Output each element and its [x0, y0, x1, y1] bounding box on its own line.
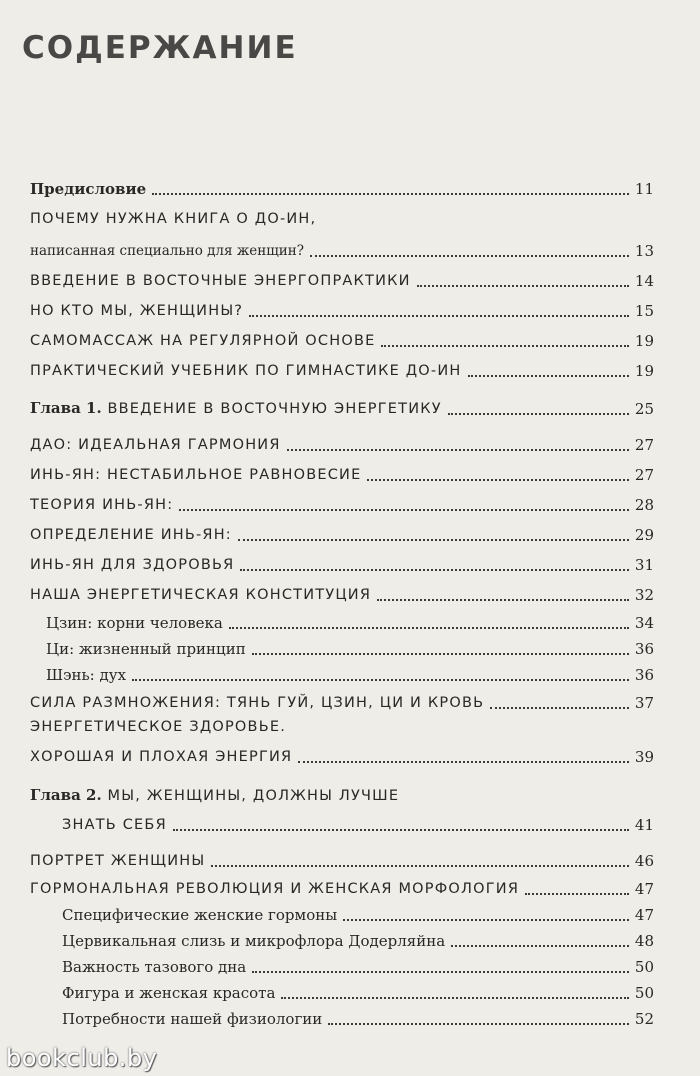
toc-entry-hormonal-revolution[interactable] — [30, 876, 654, 898]
toc-entry-page: 14 — [634, 272, 654, 290]
toc-entry-page: 52 — [634, 1010, 654, 1028]
leader-dots — [448, 412, 629, 415]
toc-entry-title: ИНЬ-ЯН: НЕСТАБИЛЬНОЕ РАВНОВЕСИЕ — [30, 467, 362, 483]
leader-dots — [417, 284, 629, 287]
toc-entry-title: Ци: жизненный принцип — [46, 640, 246, 658]
toc-entry-page: 36 — [634, 640, 654, 658]
toc-entry-qi[interactable] — [46, 636, 654, 658]
toc-entry-preface[interactable] — [30, 176, 654, 198]
leader-dots — [525, 892, 629, 895]
toc-entry-title: Цервикальная слизь и микрофлора Додерляйна — [62, 932, 446, 950]
toc-entry-practical-textbook[interactable] — [30, 358, 654, 380]
leader-dots — [179, 508, 629, 511]
toc-entry-energy-health-line1: ЭНЕРГЕТИЧЕСКОЕ ЗДОРОВЬЕ. — [30, 719, 287, 735]
toc-entry-page: 50 — [634, 958, 654, 976]
toc-entry-woman-portrait[interactable] — [30, 848, 654, 870]
toc-entry-dao[interactable] — [30, 432, 654, 454]
watermark: bookclub.by — [6, 1044, 158, 1072]
toc-entry-page: 50 — [634, 984, 654, 1002]
leader-dots — [152, 192, 629, 195]
leader-dots — [281, 996, 628, 999]
leader-dots — [490, 706, 629, 709]
leader-dots — [310, 254, 629, 257]
toc-entry-why-book-line1: ПОЧЕМУ НУЖНА КНИГА О ДО-ИН, — [30, 211, 317, 227]
chapter-title: МЫ, ЖЕНЩИНЫ, ДОЛЖНЫ ЛУЧШЕ — [107, 788, 400, 804]
toc-entry-page: 15 — [634, 302, 654, 320]
toc-entry-title: ПОРТРЕТ ЖЕНЩИНЫ — [30, 853, 206, 869]
toc-entry-page: 31 — [634, 556, 654, 574]
toc-entry-page: 47 — [634, 906, 654, 924]
toc-entry-physiology-needs[interactable] — [62, 1006, 654, 1028]
toc-entry-page: 37 — [634, 694, 654, 712]
toc-entry-shen[interactable] — [46, 662, 654, 684]
toc-entry-title: ТЕОРИЯ ИНЬ-ЯН: — [30, 497, 174, 513]
toc-entry-cervical-mucus[interactable] — [62, 928, 654, 950]
toc-entry-title: ИНЬ-ЯН ДЛЯ ЗДОРОВЬЯ — [30, 557, 235, 573]
toc-entry-jing[interactable] — [46, 610, 654, 632]
toc-entry-page: 28 — [634, 496, 654, 514]
toc-entry-yin-yang-health[interactable] — [30, 552, 654, 574]
leader-dots — [229, 626, 629, 629]
toc-entry-reproduction-power[interactable] — [30, 690, 654, 712]
toc-entry-title: Важность тазового дна — [62, 958, 247, 976]
toc-chapter-1[interactable] — [30, 396, 654, 418]
toc-entry-page: 19 — [634, 332, 654, 350]
toc-entry-page: 39 — [634, 748, 654, 766]
leader-dots — [468, 374, 629, 377]
page-title: СОДЕРЖАНИЕ — [22, 30, 298, 66]
leader-dots — [211, 864, 629, 867]
toc-entry-title: ЗНАТЬ СЕБЯ — [62, 817, 167, 833]
toc-entry-who-are-we[interactable] — [30, 298, 654, 320]
leader-dots — [173, 828, 629, 831]
toc-entry-self-massage[interactable] — [30, 328, 654, 350]
toc-entry-page: 19 — [634, 362, 654, 380]
toc-entry-eastern-practices[interactable] — [30, 268, 654, 290]
toc-entry-page: 25 — [634, 400, 654, 418]
toc-entry-page: 46 — [634, 852, 654, 870]
leader-dots — [132, 678, 629, 681]
toc-entry-energy-health[interactable] — [30, 744, 654, 766]
toc-entry-title: ХОРОШАЯ И ПЛОХАЯ ЭНЕРГИЯ — [30, 749, 293, 765]
toc-entry-title: НАША ЭНЕРГЕТИЧЕСКАЯ КОНСТИТУЦИЯ — [30, 587, 372, 603]
toc-entry-page: 34 — [634, 614, 654, 632]
leader-dots — [451, 944, 629, 947]
leader-dots — [343, 918, 629, 921]
toc-entry-page: 48 — [634, 932, 654, 950]
toc-entry-title: Фигура и женская красота — [62, 984, 276, 1002]
toc-entry-yin-yang-definition[interactable] — [30, 522, 654, 544]
leader-dots — [328, 1022, 629, 1025]
toc-entry-title: САМОМАССАЖ НА РЕГУЛЯРНОЙ ОСНОВЕ — [30, 333, 376, 349]
leader-dots — [287, 448, 629, 451]
leader-dots — [377, 598, 629, 601]
leader-dots — [240, 568, 629, 571]
toc-entry-page: 27 — [634, 436, 654, 454]
toc-entry-page: 41 — [634, 816, 654, 834]
leader-dots — [252, 970, 629, 973]
toc-chapter-2[interactable] — [62, 812, 654, 834]
leader-dots — [249, 314, 629, 317]
toc-entry-yin-yang-balance[interactable] — [30, 462, 654, 484]
toc-entry-title: Цзин: корни человека — [46, 614, 223, 632]
toc-entry-title: ОПРЕДЕЛЕНИЕ ИНЬ-ЯН: — [30, 527, 232, 543]
toc-entry-title: Шэнь: дух — [46, 666, 127, 684]
toc-entry-title — [30, 399, 442, 418]
toc-entry-page: 32 — [634, 586, 654, 604]
leader-dots — [367, 478, 628, 481]
toc-entry-page: 36 — [634, 666, 654, 684]
leader-dots — [381, 344, 628, 347]
toc-entry-yin-yang-theory[interactable] — [30, 492, 654, 514]
toc-entry-pelvic-floor[interactable] — [62, 954, 654, 976]
toc-entry-female-hormones[interactable] — [62, 902, 654, 924]
toc-entry-title: написанная специально для женщин? — [30, 243, 305, 259]
toc-entry-why-book[interactable] — [30, 238, 654, 260]
chapter-label: Глава 2. — [30, 786, 102, 804]
toc-entry-title: Потребности нашей физиологии — [62, 1010, 323, 1028]
toc-entry-page: 47 — [634, 880, 654, 898]
toc-entry-title: ДАО: ИДЕАЛЬНАЯ ГАРМОНИЯ — [30, 437, 281, 453]
leader-dots — [298, 760, 629, 763]
toc-entry-title: НО КТО МЫ, ЖЕНЩИНЫ? — [30, 303, 244, 319]
toc-entry-title: ГОРМОНАЛЬНАЯ РЕВОЛЮЦИЯ И ЖЕНСКАЯ МОРФОЛОГИЯ — [30, 881, 520, 897]
toc-entry-page: 27 — [634, 466, 654, 484]
toc-entry-energy-constitution[interactable] — [30, 582, 654, 604]
toc-entry-title: Предисловие — [30, 180, 147, 198]
toc-entry-title: ВВЕДЕНИЕ В ВОСТОЧНЫЕ ЭНЕРГОПРАКТИКИ — [30, 273, 411, 289]
toc-entry-page: 11 — [634, 180, 654, 198]
leader-dots — [238, 538, 629, 541]
chapter-label: Глава 1. — [30, 399, 102, 417]
toc-entry-page: 29 — [634, 526, 654, 544]
toc-entry-page: 13 — [634, 242, 654, 260]
toc-entry-title: ПРАКТИЧЕСКИЙ УЧЕБНИК ПО ГИМНАСТИКЕ ДО-ИН — [30, 363, 462, 379]
chapter-title: ВВЕДЕНИЕ В ВОСТОЧНУЮ ЭНЕРГЕТИКУ — [107, 401, 442, 417]
toc-entry-figure-beauty[interactable] — [62, 980, 654, 1002]
toc-entry-title: СИЛА РАЗМНОЖЕНИЯ: ТЯНЬ ГУЙ, ЦЗИН, ЦИ И КРОВЬ — [30, 695, 485, 711]
toc-chapter-2-line1 — [30, 786, 399, 805]
toc-entry-title: Специфические женские гормоны — [62, 906, 338, 924]
leader-dots — [252, 652, 629, 655]
